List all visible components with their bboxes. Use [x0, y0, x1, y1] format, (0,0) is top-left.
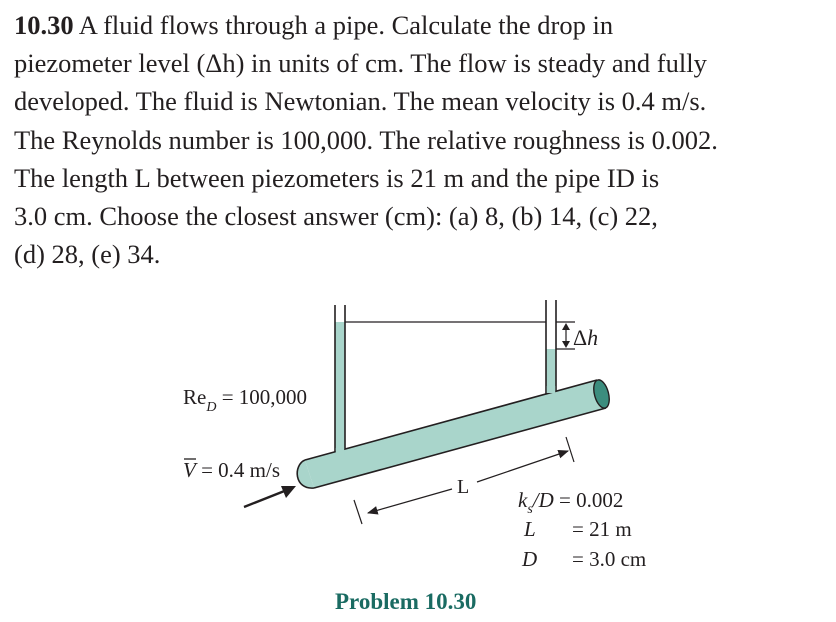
problem-text-line: The Reynolds number is 100,000. The relative roughness is 0.002.: [14, 124, 718, 155]
problem-text-line: (d) 28, (e) 34.: [14, 239, 161, 270]
l-dimension-label: L: [457, 476, 470, 498]
problem-text-line: 3.0 cm. Choose the closest answer (cm): (a) 8, (b) 14, (c) 22,: [14, 201, 658, 232]
delta-h-arrow-bottom: [562, 341, 570, 348]
diameter-value: = 3.0 cm: [572, 547, 647, 571]
reynolds-label: $Re_D = 100,000$: [183, 385, 308, 415]
delta-h-arrow-top: [562, 323, 570, 330]
problem-text-line: developed. The fluid is Newtonian. The mean velocity is 0.4 m/s.: [14, 86, 707, 117]
problem-number: 10.30: [14, 10, 74, 40]
l-dimension-arrow-right: [477, 451, 568, 482]
length-value: = 21 m: [572, 517, 632, 541]
diameter-symbol: D: [522, 547, 538, 571]
pipe-body: [305, 380, 606, 488]
length-symbol: L: [524, 517, 536, 541]
roughness-label: $k_s/D = 0.002$: [518, 488, 624, 517]
left-tap-opening: [336, 448, 344, 456]
l-dimension-arrow-left: [368, 489, 452, 513]
velocity-label: V = 0.4 m/s: [183, 458, 281, 482]
right-tap-opening: [547, 386, 555, 393]
figure-caption: Problem 10.30: [335, 589, 477, 614]
problem-text-line: A fluid flows through a pipe. Calculate the drop in: [73, 10, 614, 40]
problem-text-line: The length L between piezometers is 21 m and the pipe ID is: [14, 162, 660, 193]
left-piezometer-fluid: [335, 322, 345, 454]
l-extension-right: [566, 437, 574, 462]
l-extension-left: [354, 500, 362, 524]
delta-h-label: Δh: [573, 325, 599, 350]
problem-text-line: piezometer level (Δh) in units of cm. The flow is steady and fully: [14, 48, 707, 79]
